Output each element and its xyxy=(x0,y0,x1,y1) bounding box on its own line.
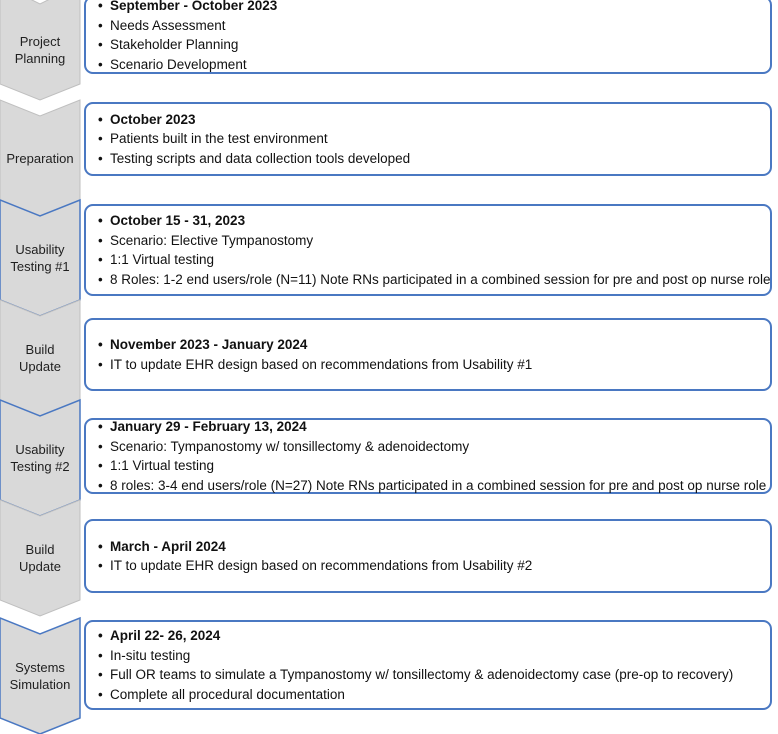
stage-3-box xyxy=(84,204,772,296)
stage-6-list xyxy=(98,537,766,576)
stage-1-box xyxy=(84,0,772,74)
stage-7-chevron xyxy=(0,618,80,734)
stage-7-item: • Full OR teams to simulate a Tympanostomy w/ tonsillectomy & adenoidectomy case (pre-op to recovery) xyxy=(98,665,766,685)
stage-5-chevron xyxy=(0,400,80,516)
stage-5-label: Usability Testing #2 xyxy=(10,442,70,474)
stage-3-item: • Scenario: Elective Tympanostomy xyxy=(98,231,766,251)
stage-5-box xyxy=(84,418,772,494)
stage-7-label: Systems Simulation xyxy=(9,660,71,692)
stage-1-item: • Scenario Development xyxy=(98,55,766,75)
stage-2-box xyxy=(84,102,772,176)
stage-1-list xyxy=(98,0,766,74)
stage-6-item: • IT to update EHR design based on recommendations from Usability #2 xyxy=(98,556,766,576)
stage-7-list xyxy=(98,626,766,704)
stage-5-date: • January 29 - February 13, 2024 xyxy=(98,417,766,437)
stage-2-chevron xyxy=(0,100,80,216)
stage-7-date: • April 22- 26, 2024 xyxy=(98,626,766,646)
stage-7-item: • Complete all procedural documentation xyxy=(98,685,766,705)
stage-4-chevron xyxy=(0,300,80,416)
stage-6-chevron xyxy=(0,500,80,616)
stage-5-item: • Scenario: Tympanostomy w/ tonsillectomy & adenoidectomy xyxy=(98,437,766,457)
stage-2-item: • Testing scripts and data collection tools developed xyxy=(98,149,766,169)
stage-5-item: • 1:1 Virtual testing xyxy=(98,456,766,476)
stage-2-date: • October 2023 xyxy=(98,110,766,130)
stage-1-label: Project Planning xyxy=(14,34,66,66)
stage-3-label: Usability Testing #1 xyxy=(10,242,70,274)
stage-3-item: • 8 Roles: 1-2 end users/role (N=11) Note RNs participated in a combined session for pre and post op nurse role xyxy=(98,270,766,290)
stage-3-chevron xyxy=(0,200,80,316)
stage-3-item: • 1:1 Virtual testing xyxy=(98,250,766,270)
stage-4-list xyxy=(98,335,766,374)
stage-7-box xyxy=(84,620,772,710)
stage-1-item: • Needs Assessment xyxy=(98,16,766,36)
stage-5-item: • 8 roles: 3-4 end users/role (N=27) Note RNs participated in a combined session for pre and post op nurse role xyxy=(98,476,766,496)
stage-4-item: • IT to update EHR design based on recommendations from Usability #1 xyxy=(98,355,766,375)
stage-4-date: • November 2023 - January 2024 xyxy=(98,335,766,355)
stage-6-box xyxy=(84,519,772,593)
stage-3-list xyxy=(98,211,771,289)
stage-7-item: • In-situ testing xyxy=(98,646,766,666)
stage-5-list xyxy=(98,417,766,495)
stage-4-box xyxy=(84,318,772,391)
stage-2-list xyxy=(98,110,766,169)
stage-6-label: Build Update xyxy=(19,542,61,574)
stage-4-label: Build Update xyxy=(19,342,61,374)
stage-2-label: Preparation xyxy=(6,150,74,166)
stage-1-item: • Stakeholder Planning xyxy=(98,35,766,55)
stage-2-item: • Patients built in the test environment xyxy=(98,129,766,149)
stage-6-date: • March - April 2024 xyxy=(98,537,766,557)
stage-1-date: • September - October 2023 xyxy=(98,0,766,16)
stage-1-chevron xyxy=(0,0,80,100)
stage-3-date: • October 15 - 31, 2023 xyxy=(98,211,766,231)
